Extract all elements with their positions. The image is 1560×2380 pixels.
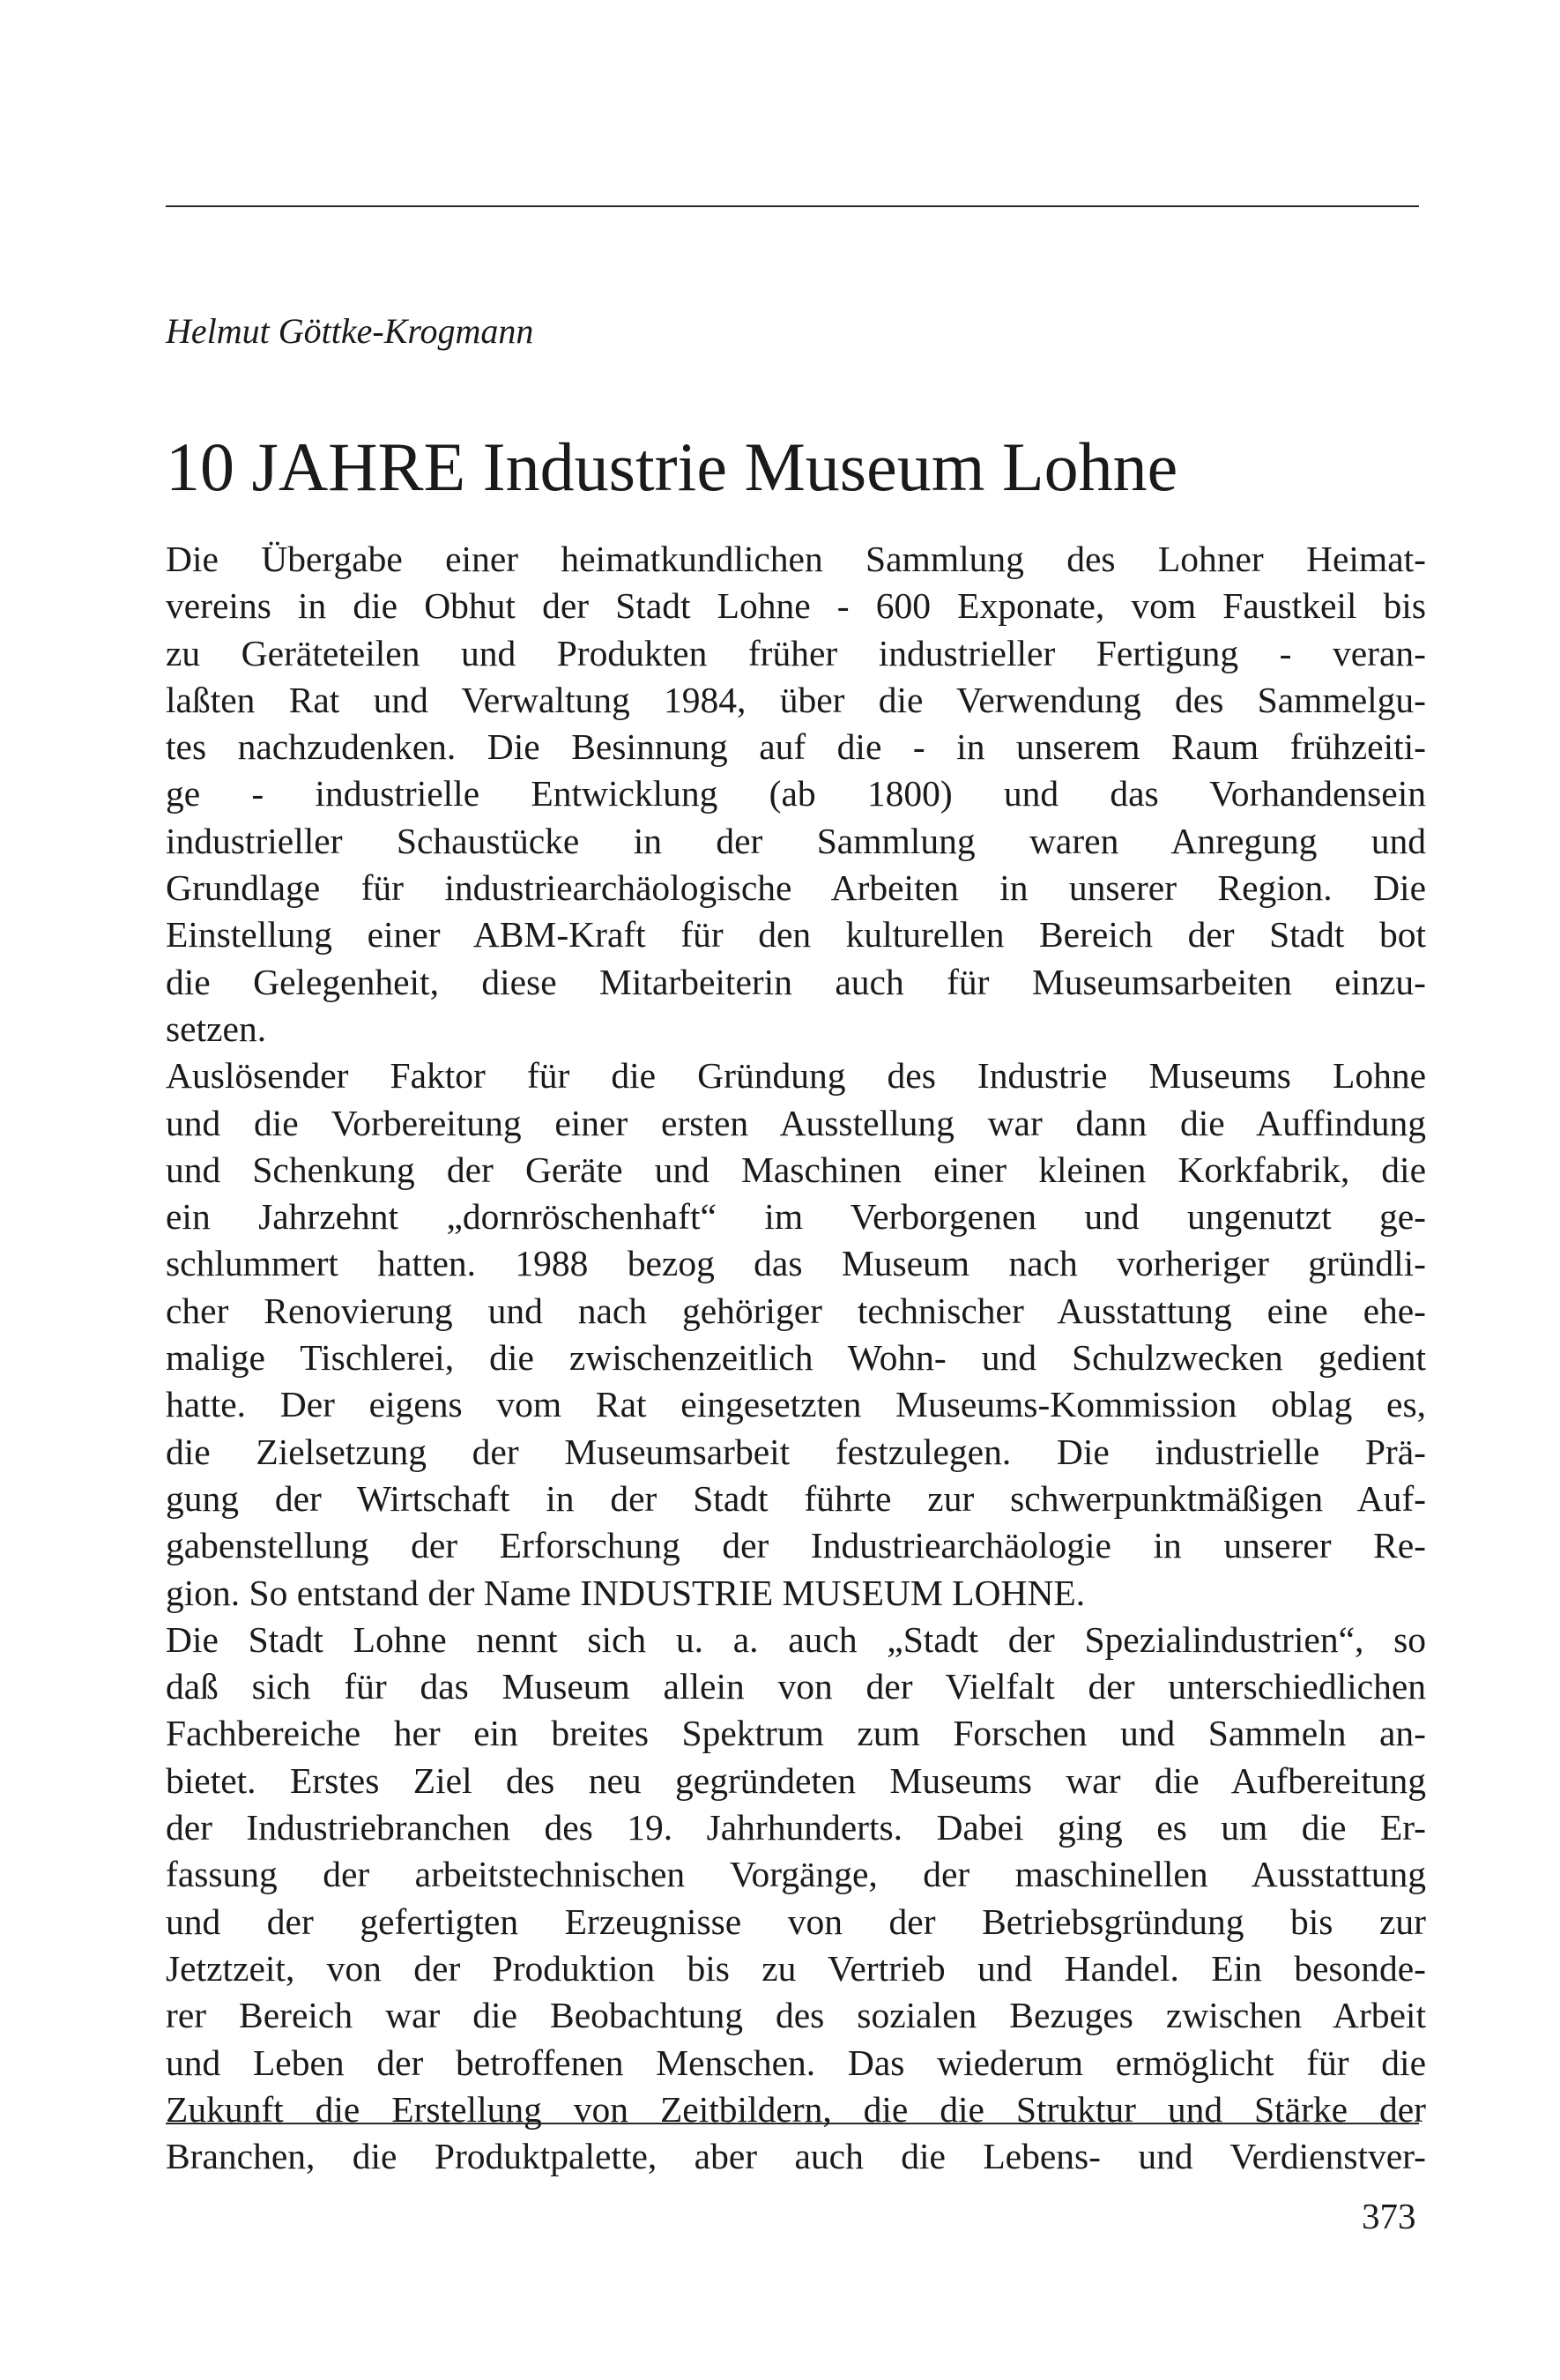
body-line: gung der Wirtschaft in der Stadt führte zur schwerpunktmäßigen Auf- [166,1477,1426,1519]
body-line: zu Geräteteilen und Produkten früher industrieller Fertigung - veran- [166,632,1426,673]
body-line: bietet. Erstes Ziel des neu gegründeten Museums war die Aufbereitung [166,1759,1426,1801]
author-name: Helmut Göttke-Krogmann [166,311,534,351]
body-line: Fachbereiche her ein breites Spektrum zum Forschen und Sammeln an- [166,1713,1426,1754]
body-line: Branchen, die Produktpalette, aber auch die Lebens- und Verdienstver- [166,2136,1426,2177]
body-line: und Schenkung der Geräte und Maschinen einer kleinen Korkfabrik, die [166,1149,1426,1190]
body-line: die Zielsetzung der Museumsarbeit festzulegen. Die industrielle Prä- [166,1431,1426,1472]
body-line: tes nachzudenken. Die Besinnung auf die - in unserem Raum frühzeiti- [166,726,1426,768]
body-line: Einstellung einer ABM-Kraft für den kulturellen Bereich der Stadt bot [166,914,1426,956]
body-line: cher Renovierung und nach gehöriger technischer Ausstattung eine ehe- [166,1290,1426,1331]
body-line: gabenstellung der Erforschung der Industriearchäologie in unserer Re- [166,1525,1426,1566]
page-number: 373 [1362,2196,1416,2236]
body-line: gion. So entstand der Name INDUSTRIE MUSEUM LOHNE. [166,1572,1086,1613]
body-line: Die Stadt Lohne nennt sich u. a. auch „Stadt der Spezialindustrien“, so [166,1618,1426,1660]
body-line: industrieller Schaustücke in der Sammlung waren Anregung und [166,820,1426,861]
body-line: vereins in die Obhut der Stadt Lohne - 600 Exponate, vom Faustkeil bis [166,585,1426,627]
body-line: der Industriebranchen des 19. Jahrhunderts. Dabei ging es um die Er- [166,1807,1426,1848]
body-line: malige Tischlerei, die zwischenzeitlich Wohn- und Schulzwecken gedient [166,1337,1426,1379]
body-line: daß sich für das Museum allein von der Vielfalt der unterschiedlichen [166,1666,1426,1707]
body-line: schlummert hatten. 1988 bezog das Museum nach vorheriger gründli- [166,1243,1426,1284]
body-line: Die Übergabe einer heimatkundlichen Sammlung des Lohner Heimat- [166,539,1426,579]
body-line: Grundlage für industriearchäologische Arbeiten in unserer Region. Die [166,867,1426,909]
body-line: hatte. Der eigens vom Rat eingesetzten Museums-Kommission oblag es, [166,1384,1426,1425]
body-line: ge - industrielle Entwicklung (ab 1800) und das Vorhandensein [166,773,1426,814]
article-title: 10 JAHRE Industrie Museum Lohne [166,428,1178,505]
body-line: setzen. [166,1008,267,1049]
bottom-rule [166,2123,1419,2124]
body-line: Jetztzeit, von der Produktion bis zu Vertrieb und Handel. Ein besonde- [166,1947,1426,1989]
body-line: Auslösender Faktor für die Gründung des Industrie Museums Lohne [166,1055,1426,1097]
article-body [166,536,1426,2180]
body-line: rer Bereich war die Beobachtung des sozialen Bezuges zwischen Arbeit [166,1995,1426,2036]
body-line: und die Vorbereitung einer ersten Ausstellung war dann die Auffindung [166,1102,1426,1143]
body-line: laßten Rat und Verwaltung 1984, über die Verwendung des Sammelgu- [166,679,1426,720]
body-line: und Leben der betroffenen Menschen. Das wiederum ermöglicht für die [166,2042,1426,2083]
body-line: die Gelegenheit, diese Mitarbeiterin auch für Museumsarbeiten einzu- [166,961,1426,1002]
top-rule [166,205,1419,207]
body-line: und der gefertigten Erzeugnisse von der Betriebsgründung bis zur [166,1900,1426,1942]
body-line: fassung der arbeitstechnischen Vorgänge, der maschinellen Ausstattung [166,1854,1426,1895]
body-line: ein Jahrzehnt „dornröschenhaft“ im Verborgenen und ungenutzt ge- [166,1196,1426,1238]
body-line: Zukunft die Erstellung von Zeitbildern, die die Struktur und Stärke der [166,2088,1426,2130]
